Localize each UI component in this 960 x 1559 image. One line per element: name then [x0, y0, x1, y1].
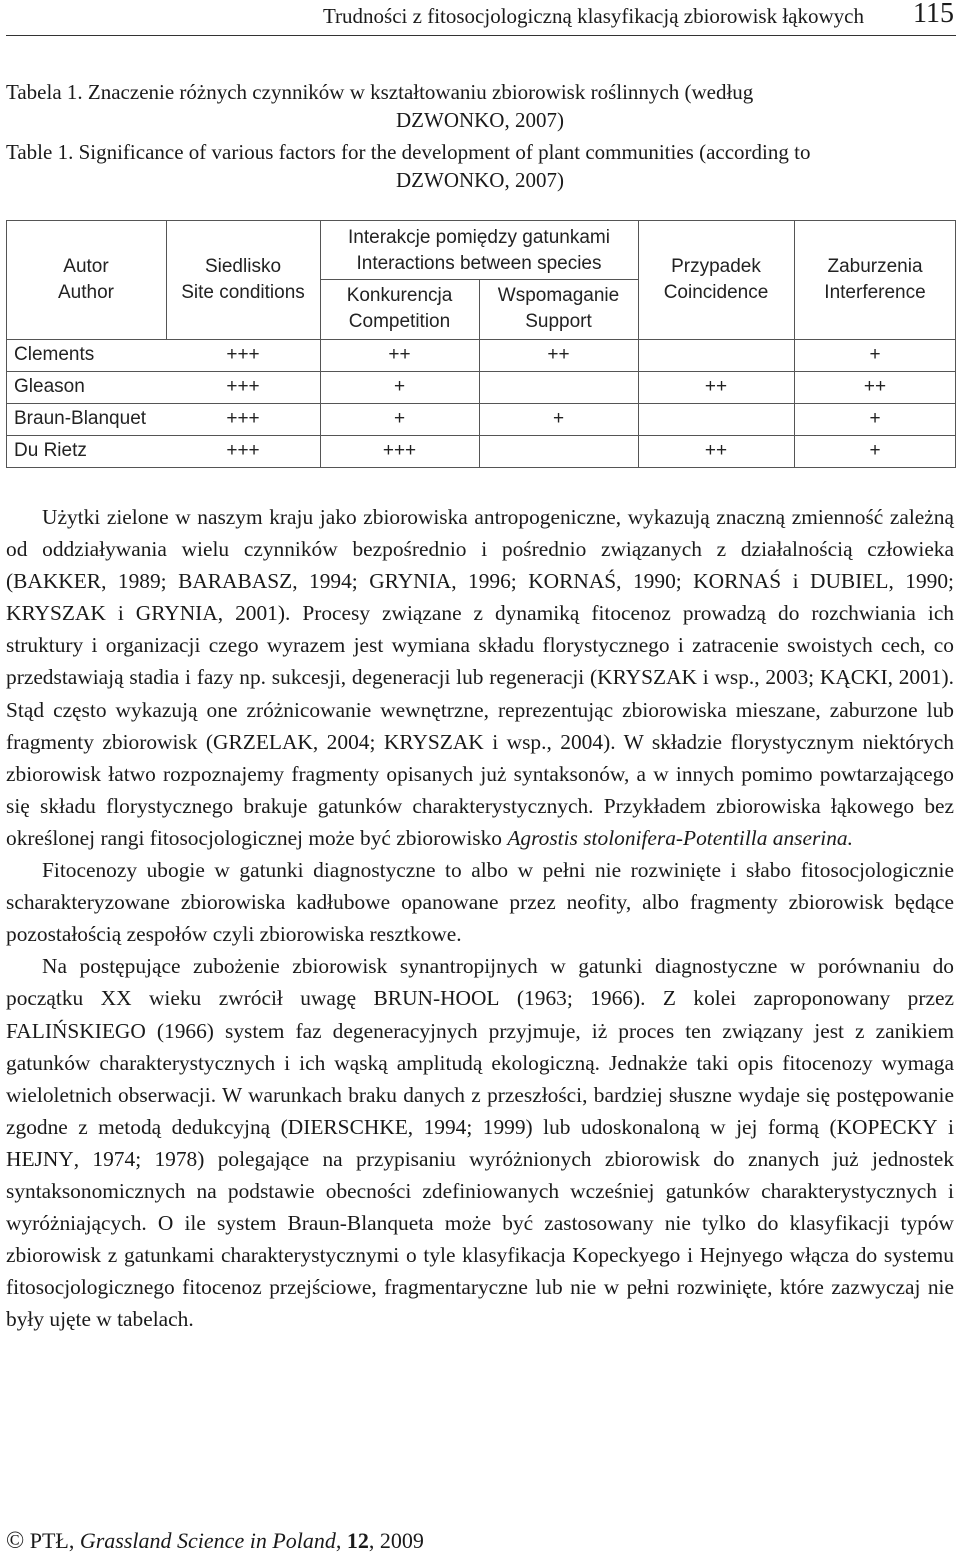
journal-year: , 2009 — [368, 1528, 424, 1553]
cell-interference: ++ — [863, 376, 887, 397]
cell-competition: +++ — [382, 440, 417, 461]
caption-pl-line1: Tabela 1. Znaczenie różnych czynników w kształtowaniu zbiorowisk roślinnych (według — [6, 80, 754, 104]
copyright-symbol: © — [6, 1528, 25, 1554]
cell-support: ++ — [547, 344, 570, 365]
journal-title: Grassland Science in Poland — [79, 1528, 336, 1553]
page-number: 115 — [913, 0, 954, 29]
cell-coincidence: ++ — [704, 376, 728, 397]
cell-author: Clements — [14, 344, 95, 365]
table-caption-en — [6, 138, 954, 194]
cell-interference: + — [869, 408, 881, 429]
cell-competition: + — [393, 408, 406, 429]
cell-competition: + — [393, 376, 406, 397]
running-title: Trudności z fitosocjologiczną klasyfikacją zbiorowisk łąkowych — [322, 4, 864, 28]
cell-site: +++ — [226, 376, 260, 397]
running-header — [0, 0, 960, 34]
cell-coincidence: ++ — [704, 440, 728, 461]
cell-interference: + — [869, 344, 881, 365]
paragraph-3: Na postępujące zubożenie zbiorowisk synantropijnych w gatunki diagnostyczne w porównaniu do początku XX wieku zwrócił uwagę BRUN-HOOL (1963; 1966). Z kolei zaproponowany przez FALIŃSKIEGO (1966) system faz degeneracyjnych przyjmuje, iż proces ten związany jest z zanikiem gatunków charakterystycznych i ich wąską amplitudą ekologiczną. Jednakże taki opis fitocenozy wymaga wieloletnich obserwacji. W warunkach braku danych z przeszłości, bardziej słuszne wydaje się postępowanie zgodne z metodą dedukcyjną (DIERSCHKE, 1994; 1999) lub udoskonaloną w jej formą (KOPECKY i HEJNY, 1974; 1978) polegające na przypisaniu wyróżnionych zbiorowisk do znanych już jednostek syntaksonomicznych na podstawie obecności zdefiniowanych wcześniej gatunków charakterystycznych i wyróżniających. O ile system Braun-Blanqueta może być zastosowany nie tylko do klasyfikacji typów zbiorowisk z gatunkami charakterystycznymi o tyle klasyfikacja Kopeckyego i Hejnyego włącza do systemu fitosocjologicznego fitocenoz przejściowe, fragmentaryczne lub nie w pełni rozwinięte, które zazwyczaj nie były ujęte w tabelach. — [6, 954, 955, 1332]
cell-author: Gleason — [14, 376, 85, 397]
paragraph-1: Użytki zielone w naszym kraju jako zbiorowiska antropogeniczne, wykazują znaczną zmienność zależną od oddziaływania wielu czynników bezpośrednio i pośrednio związanych z działalnością człowieka (BAKKER, 1989; BARABASZ, 1994; GRYNIA, 1996; KORNAŚ, 1990; KORNAŚ i DUBIEL, 1990; KRYSZAK i GRYNIA, 2001). Procesy związane z dynamiką fitocenoz prowadzą do rozchwiania ich struktury i organizacji czego wyrazem jest wymiana składu florystycznego i zatracenie swoistych cech, co przedstawiają stadia i fazy np. sukcesji, degeneracji lub regeneracji (KRYSZAK i wsp., 2003; KĄCKI, 2001). Stąd często wykazują one zróżnicowanie wewnętrzne, reprezentując zbiorowiska mieszane, zaburzone lub fragmenty zbiorowisk (GRZELAK, 2004; KRYSZAK i wsp., 2004). W składzie florystycznym niektórych zbiorowisk łatwo rozpoznajemy fragmenty opisanych już syntaksonów, a w innych pomimo powtarzającego się składu florystycznego brakuje gatunków charakterystycznych. Przykładem zbiorowiska łąkowego bez określonej rangi fitosocjologicznej może być zbiorowisko Agrostis stolonifera-Potentilla anserina. — [6, 505, 955, 850]
header-rule — [6, 35, 956, 36]
cell-author: Du Rietz — [14, 440, 87, 461]
header-competition: Konkurencja Competition — [346, 285, 453, 332]
cell-competition: ++ — [388, 344, 411, 365]
header-interactions: Interakcje pomiędzy gatunkami Interactions between species — [348, 227, 610, 274]
header-interference: Zaburzenia Interference — [824, 256, 926, 303]
header-coincidence: Przypadek Coincidence — [663, 256, 769, 303]
cell-site: +++ — [226, 344, 260, 365]
publisher: PTŁ, — [24, 1528, 80, 1553]
header-author: Autor Author — [58, 256, 114, 303]
header-site: Siedlisko Site conditions — [181, 256, 305, 303]
cell-site: +++ — [226, 408, 260, 429]
cell-author: Braun-Blanquet — [14, 408, 147, 429]
journal-volume: 12 — [346, 1528, 369, 1553]
cell-site: +++ — [226, 440, 260, 461]
body-text — [6, 501, 954, 1335]
caption-pl-line2: DZWONKO, 2007) — [396, 108, 564, 132]
page-footer: © PTŁ, Grassland Science in Poland, 12, 2009 — [6, 1528, 424, 1554]
paragraph-2: Fitocenozy ubogie w gatunki diagnostyczne to albo w pełni nie rozwinięte i słabo fitosocjologicznie scharakteryzowane zbiorowiska kadłubowe opanowane przez neofity, albo fragmenty zbiorowisk będące pozostałością zespołów czyli zbiorowiska resztkowe. — [6, 858, 954, 947]
factors-table — [6, 220, 956, 468]
header-support: Wspomaganie Support — [497, 285, 620, 332]
caption-en-line1: Table 1. Significance of various factors for the development of plant communities (according to — [6, 140, 811, 164]
cell-support: + — [552, 408, 565, 429]
table-caption-pl — [6, 78, 954, 134]
caption-en-line2: DZWONKO, 2007) — [396, 168, 564, 192]
cell-interference: + — [869, 440, 881, 461]
